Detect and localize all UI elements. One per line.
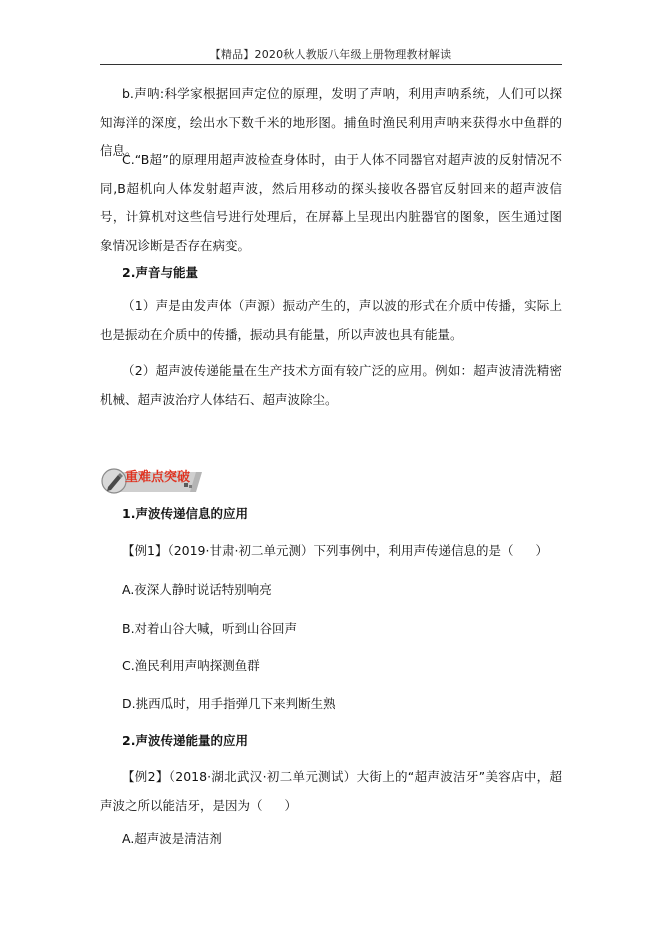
heading-energy-application: 2.声波传递能量的应用 <box>122 733 248 748</box>
heading-info-application: 1.声波传递信息的应用 <box>122 506 248 521</box>
example-1-text: （2019·甘肃·初二单元测）下列事例中，利用声传递信息的是（ <box>167 543 514 558</box>
example-2-tag: 【例2】 <box>122 769 169 784</box>
example-1-close: ） <box>535 543 548 558</box>
option-b: B.对着山谷大喊，听到山谷回声 <box>122 621 298 636</box>
badge-label: 重难点突破 <box>125 470 191 485</box>
option-d: D.挑西瓜时，用手指弹几下来判断生熟 <box>122 696 336 711</box>
option-2-a: A.超声波是清洁剂 <box>122 831 222 846</box>
paragraph-b-ultrasound: C.“B超”的原理用超声波检查身体时，由于人体不同器官对超声波的反射情况不同,B超机向人体发射超声波，然后用移动的探头接收各器官反射回来的超声波信号，计算机对这些信号进行处理后，在屏幕上呈现出内脏器官的图象，医生通过图象情况诊断是否存在病变。 <box>100 152 562 253</box>
option-a: A.夜深人静时说话特别响亮 <box>122 582 272 597</box>
example-2-question <box>100 762 562 820</box>
option-c: C.渔民利用声呐探测鱼群 <box>122 658 260 673</box>
example-1-question <box>122 542 548 560</box>
page-header: 【精品】2020秋人教版八年级上册物理教材解读 <box>209 48 452 61</box>
header-rule <box>100 64 562 65</box>
example-2-close: ） <box>284 798 298 813</box>
example-2-text: （2018·湖北武汉·初二单元测试）大街上的“超声波洁牙”美容店中，超声波之所以能洁牙，是因为（ <box>100 769 562 813</box>
paragraph-energy-1: （1）声是由发声体（声源）振动产生的，声以波的形式在介质中传播，实际上也是振动在介质中的传播，振动具有能量，所以声波也具有能量。 <box>100 298 562 342</box>
section-heading-sound-energy: 2.声音与能量 <box>122 265 198 280</box>
example-1-tag: 【例1】 <box>122 543 168 558</box>
paragraph-sonar: b.声呐:科学家根据回声定位的原理，发明了声呐，利用声呐系统，人们可以探知海洋的深度，绘出水下数千米的地形图。捕鱼时渔民利用声呐来获得水中鱼群的信息。 <box>100 86 562 158</box>
paragraph-energy-2: （2）超声波传递能量在生产技术方面有较广泛的应用。例如：超声波清洗精密机械、超声波治疗人体结石、超声波除尘。 <box>100 363 562 407</box>
